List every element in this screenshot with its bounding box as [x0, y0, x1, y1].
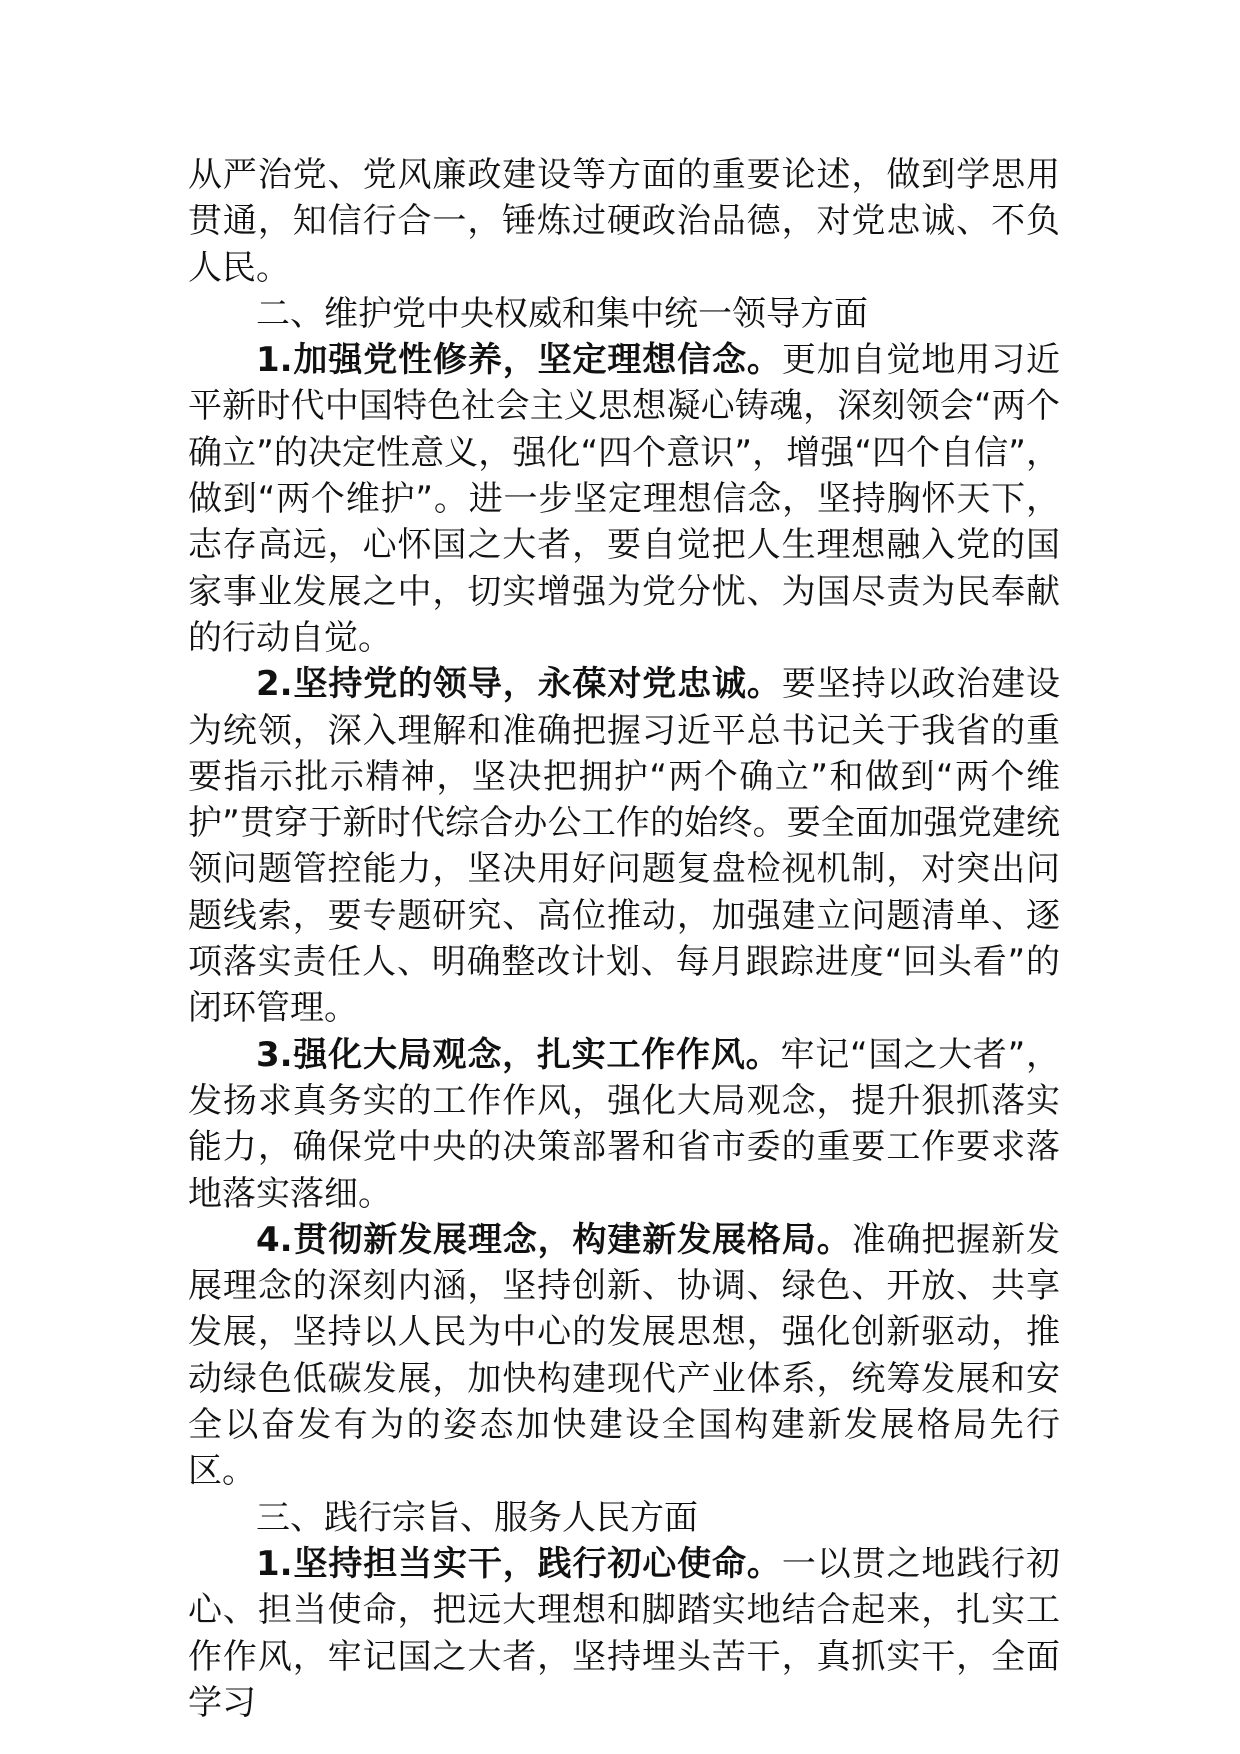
item-body: 牢记“国之大者”，发扬求真务实的工作作风，强化大局观念，提升狠抓落实能力，确保党中央的决策部署和省市委的重要工作要求落地落实落细。	[188, 1034, 1060, 1214]
item-paragraph-3-1	[188, 1541, 1060, 1726]
item-lead: 2.坚持党的领导，永葆对党忠诚。	[256, 664, 782, 705]
item-paragraph-2-2	[188, 661, 1060, 1031]
item-body: 准确把握新发展理念的深刻内涵，坚持创新、协调、绿色、开放、共享发展，坚持以人民为中心的发展思想，强化创新驱动，推动绿色低碳发展，加快构建现代产业体系，统筹发展和安全以奋发有为的姿态加快建设全国构建新发展格局先行区。	[188, 1219, 1061, 1492]
item-lead: 1.加强党性修养，坚定理想信念。	[256, 340, 782, 381]
item-lead: 1.坚持担当实干，践行初心使命。	[256, 1543, 782, 1584]
item-paragraph-2-1	[188, 337, 1060, 661]
item-paragraph-2-3	[188, 1032, 1060, 1217]
item-paragraph-2-4	[188, 1217, 1060, 1495]
document-page	[188, 152, 1060, 1726]
section-heading-3: 三、践行宗旨、服务人民方面	[256, 1497, 698, 1538]
item-lead: 4.贯彻新发展理念，构建新发展格局。	[256, 1219, 852, 1260]
item-body: 一以贯之地践行初心、担当使命，把远大理想和脚踏实地结合起来，扎实工作作风，牢记国之大者，坚持埋头苦干，真抓实干，全面学习	[188, 1543, 1061, 1723]
item-body: 要坚持以政治建设为统领，深入理解和准确把握习近平总书记关于我省的重要指示批示精神，坚决把拥护“两个确立”和做到“两个维护”贯穿于新时代综合办公工作的始终。要全面加强党建统领问题管控能力，坚决用好问题复盘检视机制，对突出问题线索，要专题研究、高位推动，加强建立问题清单、逐项落实责任人、明确整改计划、每月跟踪进度“回头看”的闭环管理。	[188, 664, 1061, 1029]
item-body: 更加自觉地用习近平新时代中国特色社会主义思想凝心铸魂，深刻领会“两个确立”的决定性意义，强化“四个意识”，增强“四个自信”，做到“两个维护”。进一步坚定理想信念，坚持胸怀天下，志存高远，心怀国之大者，要自觉把人生理想融入党的国家事业发展之中，切实增强为党分忧、为国尽责为民奉献的行动自觉。	[188, 340, 1061, 658]
item-lead: 3.强化大局观念，扎实工作作风。	[256, 1034, 781, 1075]
section-heading-2: 二、维护党中央权威和集中统一领导方面	[256, 293, 868, 334]
continuation-paragraph: 从严治党、党风廉政建设等方面的重要论述，做到学思用贯通，知信行合一，锤炼过硬政治品德，对党忠诚、不负人民。	[188, 155, 1060, 288]
